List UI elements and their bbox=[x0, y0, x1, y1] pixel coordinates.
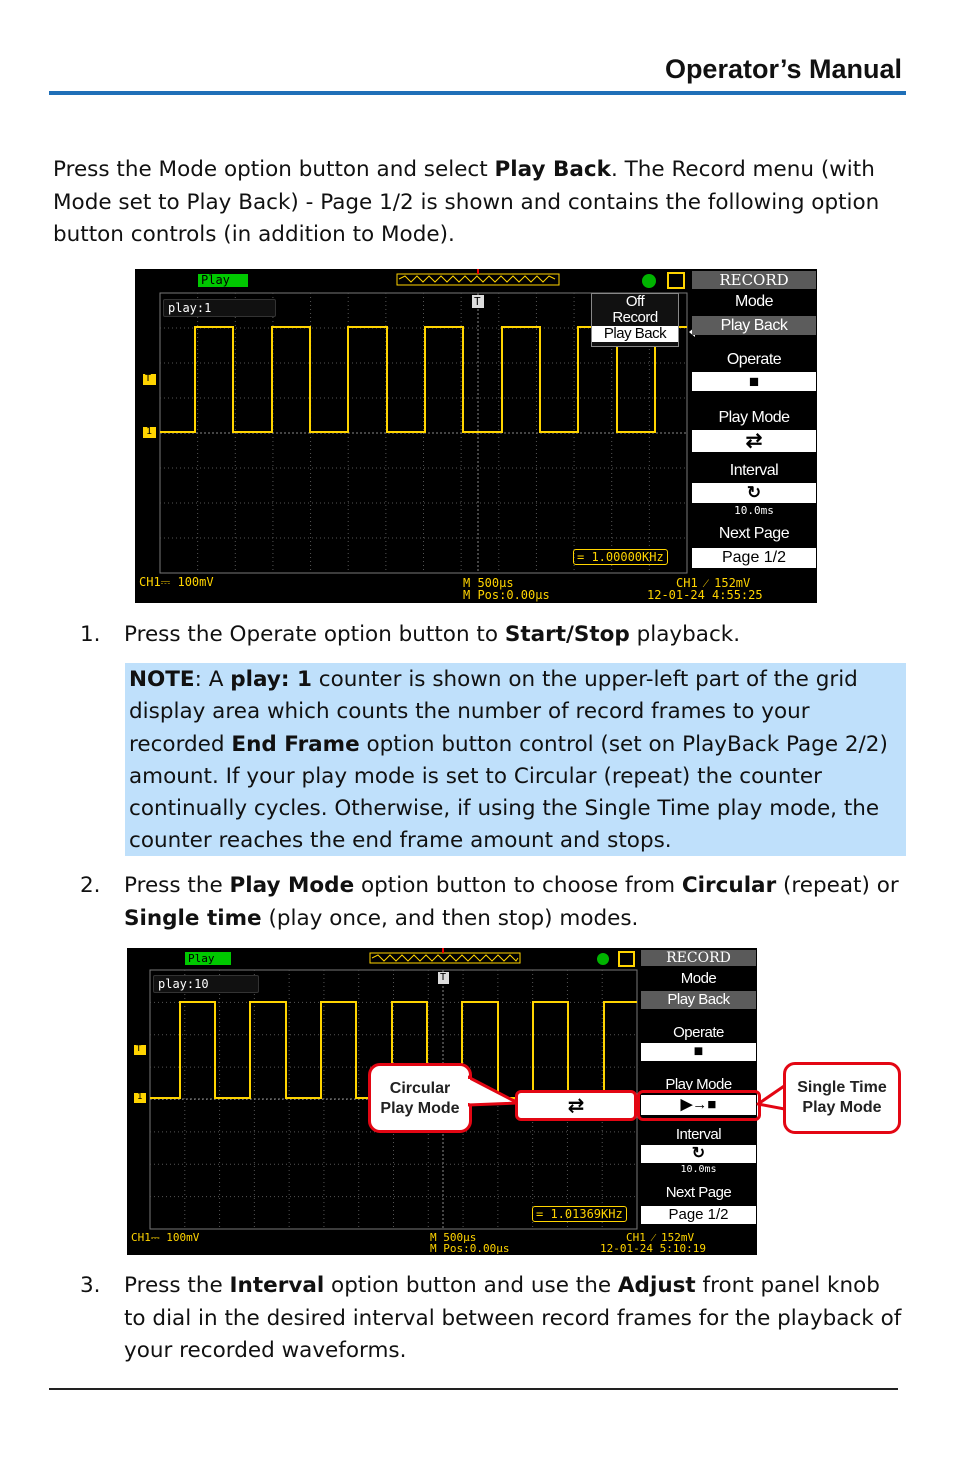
single-time-mode-highlight bbox=[637, 1090, 761, 1121]
header-title: Operator’s Manual bbox=[664, 54, 902, 84]
header-rule bbox=[49, 91, 906, 95]
mpos-2: M Pos:0.00µs bbox=[430, 1242, 510, 1255]
item2-bold-1: Play Mode bbox=[229, 873, 355, 898]
list-number-2: 2. bbox=[80, 873, 101, 898]
trigger-level-marker-1: T bbox=[145, 373, 152, 384]
intro-text-1: Press the Mode option button and select bbox=[53, 157, 495, 182]
mpos-1: M Pos:0.00µs bbox=[463, 588, 550, 602]
menu-interval-sub-2: 10.0ms bbox=[680, 1164, 717, 1175]
item3-bold-1: Interval bbox=[229, 1273, 325, 1298]
menu-operate-value-2[interactable]: ■ bbox=[641, 1043, 756, 1061]
ch1-marker-2: 1 bbox=[137, 1092, 143, 1102]
menu-interval-value-2[interactable] bbox=[641, 1145, 756, 1163]
frequency-readout-2: = 1.01369KHz bbox=[532, 1206, 627, 1222]
menu-playmode-value-1[interactable]: ⇄ bbox=[692, 430, 816, 452]
menu-interval-label-2[interactable]: Interval bbox=[675, 1126, 722, 1143]
intro-bold-1: Play Back bbox=[494, 157, 611, 182]
refresh-icon: ↻ bbox=[746, 483, 762, 502]
item2-text-4: (play once, and then stop) modes. bbox=[261, 905, 639, 931]
item2-text-1: Press the bbox=[124, 873, 230, 898]
item3-text-2: option button and use the bbox=[324, 1273, 618, 1298]
item2-text-2: option button to choose from bbox=[354, 873, 682, 898]
menu-nextpage-value-1[interactable]: Page 1/2 bbox=[692, 548, 816, 568]
list-item-2 bbox=[124, 870, 904, 935]
note-bold-2: End Frame bbox=[231, 731, 360, 757]
list-number-1: 1. bbox=[80, 622, 101, 647]
list-number-3: 3. bbox=[80, 1273, 101, 1298]
callout-left-pointer bbox=[468, 1075, 520, 1115]
menu-mode-label-2[interactable]: Mode bbox=[680, 970, 717, 987]
datetime-1: 12-01-24 4:55:25 bbox=[647, 588, 763, 602]
menu-interval-label-1[interactable]: Interval bbox=[729, 462, 779, 479]
note-label: NOTE bbox=[129, 667, 195, 692]
trigger-readout-1: CH1 ⁄ 152mV bbox=[676, 576, 751, 590]
menu-nextpage-label-2[interactable]: Next Page bbox=[665, 1184, 732, 1201]
refresh-icon-2: ↻ bbox=[691, 1145, 706, 1162]
menu-nextpage-value-2[interactable]: Page 1/2 bbox=[641, 1206, 756, 1224]
item2-bold-3: Single time bbox=[124, 905, 262, 931]
popup-option-playback: Play Back bbox=[592, 326, 678, 342]
menu-mode-label-1[interactable]: Mode bbox=[734, 293, 774, 310]
popup-option-record: Record bbox=[612, 309, 658, 326]
menu-interval-sub-1: 10.0ms bbox=[734, 504, 774, 517]
note-bold-1: play: 1 bbox=[230, 667, 312, 692]
callout-circular-play-mode bbox=[368, 1063, 472, 1133]
ch1-scale-2: CH1⎓ 100mV bbox=[131, 1231, 200, 1244]
note-text-0: : A bbox=[194, 667, 231, 692]
list-item-3 bbox=[124, 1270, 904, 1368]
frequency-readout-1: = 1.00000KHz bbox=[573, 549, 668, 565]
play-counter-2: play:10 bbox=[153, 975, 259, 993]
item1-bold-1: Start/Stop bbox=[504, 622, 630, 647]
datetime-2: 12-01-24 5:10:19 bbox=[600, 1242, 706, 1255]
item2-text-3: (repeat) or bbox=[776, 873, 899, 898]
mode-popup-1 bbox=[591, 293, 679, 347]
circular-icon: ⇄ bbox=[567, 1093, 585, 1117]
menu-mode-value-2[interactable]: Play Back bbox=[641, 991, 756, 1009]
timebase-2: M 500µs bbox=[430, 1231, 477, 1244]
timebase-1: M 500µs bbox=[463, 576, 514, 590]
item3-bold-2: Adjust bbox=[617, 1273, 696, 1298]
note-text-2: option button control (set on PlayBack Page 2/2) amount. If your play mode is set to Circular (repeat) the counter continually cycles. Otherwise, if using the Single Time play mode, the counter reaches the end frame amount and stops. bbox=[129, 731, 888, 854]
menu-operate-label-1[interactable]: Operate bbox=[726, 351, 782, 368]
scope-screenshot-1 bbox=[135, 269, 817, 603]
menu-playmode-value-2[interactable]: ▶→■ bbox=[641, 1095, 756, 1115]
note-box bbox=[125, 663, 906, 856]
play-badge-1: Play bbox=[198, 274, 248, 287]
popup-option-off: Off bbox=[625, 293, 645, 310]
item1-text-1: Press the Operate option button to bbox=[124, 622, 505, 647]
list-item-1 bbox=[124, 619, 904, 652]
menu-mode-value-1[interactable]: Play Back bbox=[692, 316, 816, 335]
menu-operate-value-1[interactable]: ■ bbox=[692, 372, 816, 391]
menu-playmode-label-1[interactable]: Play Mode bbox=[718, 409, 790, 426]
play-badge-2: Play bbox=[185, 952, 231, 965]
item1-text-2: playback. bbox=[629, 622, 741, 647]
callout-single-time-play-mode bbox=[783, 1062, 901, 1134]
trigger-marker-1: T bbox=[474, 295, 481, 308]
intro-paragraph bbox=[53, 154, 903, 252]
menu-playmode-label-2[interactable]: Play Mode bbox=[665, 1076, 732, 1093]
menu-operate-label-2[interactable]: Operate bbox=[673, 1024, 724, 1041]
footer-rule bbox=[49, 1388, 898, 1390]
trigger-marker-2: T bbox=[440, 972, 447, 983]
ch1-scale-1: CH1⎓ 100mV bbox=[139, 575, 214, 589]
circular-mode-highlight bbox=[515, 1090, 637, 1121]
callout-left-line2: Play Mode bbox=[380, 1100, 460, 1117]
play-counter-1: play:1 bbox=[163, 299, 276, 317]
callout-left-line1: Circular bbox=[389, 1080, 451, 1097]
trigger-level-marker-2: T bbox=[136, 1044, 142, 1054]
intro-text-2: . The Record menu (with Mode set to Play Back) - Page 1/2 is shown and contains the following option button controls (in addition to Mode). bbox=[53, 157, 880, 247]
callout-right-line1: Single Time bbox=[797, 1079, 887, 1096]
menu-title-1: RECORD bbox=[692, 271, 816, 289]
menu-title-2: RECORD bbox=[641, 950, 756, 966]
menu-interval-value-1[interactable] bbox=[692, 483, 816, 503]
callout-right-line2: Play Mode bbox=[802, 1099, 882, 1116]
item3-text-3: front panel knob to dial in the desired interval between record frames for the playback of your recorded waveforms. bbox=[124, 1273, 902, 1363]
note-text-1: counter is shown on the upper-left part of the grid display area which counts the number of record frames to your recorded bbox=[129, 667, 858, 757]
item3-text-1: Press the bbox=[124, 1273, 230, 1298]
item2-bold-2: Circular bbox=[681, 873, 777, 898]
menu-nextpage-label-1[interactable]: Next Page bbox=[718, 525, 790, 542]
ch1-marker-1: 1 bbox=[146, 426, 153, 437]
trigger-readout-2: CH1 ⁄ 152mV bbox=[626, 1231, 695, 1244]
